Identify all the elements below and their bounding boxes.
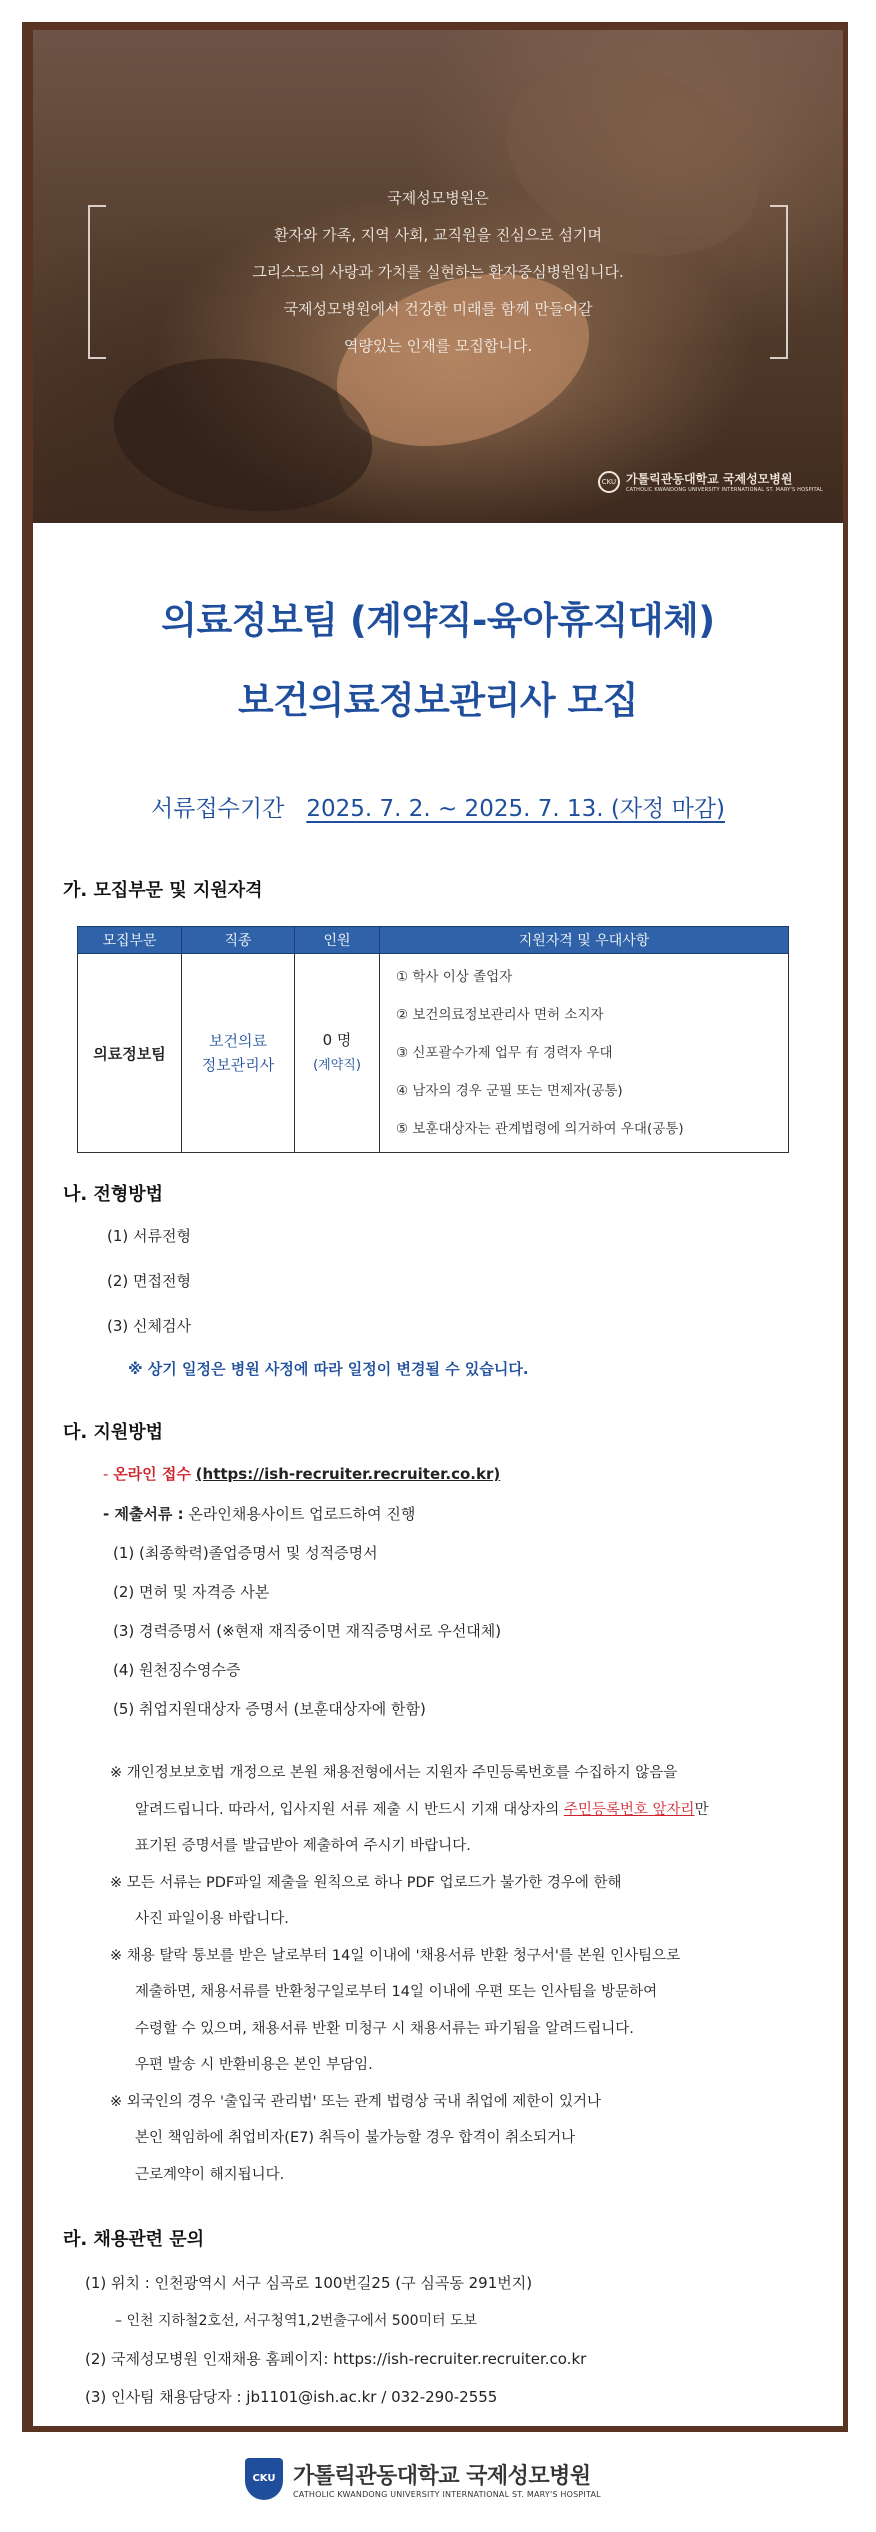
section-c-heading: 다. 지원방법 — [63, 1422, 164, 1443]
note-line: ※ 모든 서류는 PDF파일 제출을 원칙으로 하나 PDF 업로드가 불가한 경우에 한해 — [110, 1874, 622, 1891]
contact-homepage[interactable]: (2) 국제성모병원 인재채용 홈페이지: https://ish-recruiter.recruiter.co.kr — [85, 2350, 587, 2368]
note-line: ※ 채용 탈락 통보를 받은 날로부터 14일 이내에 '채용서류 반환 청구서'를 본원 인사팀으로 — [110, 1947, 681, 1964]
note-text: 알려드립니다. 따라서, 입사지원 서류 제출 시 반드시 기재 대상자의 — [135, 1801, 564, 1818]
recruit-table — [77, 926, 789, 1153]
qualification-item: ④ 남자의 경우 군필 또는 면제자(공통) — [396, 1083, 623, 1099]
document-item: (2) 면허 및 자격증 사본 — [113, 1583, 270, 1601]
contact-directions: – 인천 지하철2호선, 서구청역1,2번출구에서 500미터 도보 — [115, 2313, 478, 2329]
table-header: 모집부문 — [78, 927, 182, 954]
period-label: 서류접수기간 — [151, 796, 285, 822]
documents-line — [103, 1503, 415, 1524]
hospital-seal-icon: CKU — [245, 2458, 283, 2500]
hero-logo-name: 가톨릭관동대학교 국제성모병원 — [625, 472, 793, 486]
note-text: 만 — [694, 1801, 709, 1818]
footer-logo-eng: CATHOLIC KWANDONG UNIVERSITY INTERNATIONAL ST. MARY'S HOSPITAL — [293, 2490, 601, 2499]
qualification-cell — [380, 954, 789, 1153]
footer-hospital-logo — [245, 2458, 601, 2500]
hero-line: 국제성모병원에서 건강한 미래를 함께 만들어갈 — [283, 300, 593, 318]
note-line: ※ 외국인의 경우 '출입국 관리법' 또는 관계 법령상 국내 취업에 제한이 있거나 — [110, 2093, 602, 2110]
note-line: 표기된 증명서를 발급받아 제출하여 주시기 바랍니다. — [135, 1838, 471, 1854]
document-item: (1) (최종학력)졸업증명서 및 성적증명서 — [113, 1544, 378, 1562]
job-line: 보건의료 — [209, 1032, 267, 1050]
document-item: (5) 취업지원대상자 증명서 (보훈대상자에 한함) — [113, 1700, 426, 1718]
selection-step: (3) 신체검사 — [107, 1317, 191, 1335]
table-header-row — [78, 927, 789, 954]
table-row — [78, 954, 789, 1153]
application-period — [33, 790, 843, 823]
qualification-item: ① 학사 이상 졸업자 — [396, 969, 513, 985]
hero-hospital-logo — [598, 470, 823, 493]
online-label: 온라인 접수 — [113, 1465, 191, 1483]
application-notes — [110, 1755, 830, 2193]
note-line: 사진 파일이용 바랍니다. — [135, 1911, 289, 1927]
hero-message — [33, 180, 843, 365]
hero-line: 국제성모병원은 — [387, 189, 489, 207]
count-cell — [295, 954, 380, 1153]
hospital-seal-icon: CKU — [598, 471, 620, 493]
schedule-note: ※ 상기 일정은 병원 사정에 따라 일정이 변경될 수 있습니다. — [128, 1360, 529, 1378]
footer-logo-name: 가톨릭관동대학교 국제성모병원 — [293, 2464, 591, 2489]
table-header: 지원자격 및 우대사항 — [380, 927, 789, 954]
qualification-item: ② 보건의료정보관리사 면허 소지자 — [396, 1007, 604, 1023]
note-line: ※ 개인정보보호법 개정으로 본원 채용전형에서는 지원자 주민등록번호를 수집하지 않음을 — [110, 1765, 678, 1781]
documents-label: - 제출서류 : — [103, 1505, 184, 1523]
contact-person: (3) 인사팀 채용담당자 : jb1101@ish.ac.kr / 032-290-2555 — [85, 2388, 498, 2406]
count-value: 0 명 — [322, 1031, 352, 1049]
table-header: 직종 — [182, 927, 295, 954]
hero-banner — [33, 30, 843, 523]
selection-step: (2) 면접전형 — [107, 1272, 191, 1290]
dept-cell: 의료정보팀 — [78, 954, 182, 1153]
hero-line: 그리스도의 사랑과 가치를 실현하는 환자중심병원입니다. — [252, 263, 624, 281]
recruit-site-link[interactable]: (https://ish-recruiter.recruiter.co.kr) — [195, 1465, 501, 1483]
contact-location: (1) 위치 : 인천광역시 서구 심곡로 100번길25 (구 심곡동 291번지) — [85, 2274, 533, 2292]
note-line: 근로계약이 해지됩니다. — [135, 2166, 285, 2183]
note-line: 우편 발송 시 반환비용은 본인 부담임. — [135, 2057, 373, 2073]
note-line: 본인 책임하에 취업비자(E7) 취득이 불가능할 경우 합격이 취소되거나 — [135, 2130, 576, 2146]
page-title-line2: 보건의료정보관리사 모집 — [237, 679, 639, 722]
online-prefix: - — [103, 1465, 114, 1483]
online-apply-line — [103, 1463, 500, 1484]
hero-line: 역량있는 인재를 모집합니다. — [343, 337, 533, 355]
job-line: 정보관리사 — [201, 1056, 275, 1074]
document-item: (4) 원천징수영수증 — [113, 1661, 241, 1679]
count-note: (계약직) — [313, 1058, 361, 1073]
qualification-item: ③ 신포괄수가제 업무 有 경력자 우대 — [396, 1045, 613, 1061]
selection-step: (1) 서류전형 — [107, 1227, 191, 1245]
page-title-line1: 의료정보팀 (계약직-육아휴직대체) — [161, 599, 715, 642]
hero-logo-eng: CATHOLIC KWANDONG UNIVERSITY INTERNATIONAL ST. MARY'S HOSPITAL — [625, 487, 823, 493]
documents-desc: 온라인채용사이트 업로드하여 진행 — [188, 1505, 416, 1523]
period-date: 2025. 7. 2. ~ 2025. 7. 13. (자정 마감) — [306, 796, 725, 822]
section-d-heading: 라. 채용관련 문의 — [63, 2229, 205, 2250]
qualification-item: ⑤ 보훈대상자는 관계법령에 의거하여 우대(공통) — [396, 1121, 684, 1137]
section-a-heading: 가. 모집부문 및 지원자격 — [63, 880, 263, 901]
note-line — [110, 1792, 830, 1829]
job-cell — [182, 954, 295, 1153]
table-header: 인원 — [295, 927, 380, 954]
note-line: 제출하면, 채용서류를 반환청구일로부터 14일 이내에 우편 또는 인사팀을 방문하여 — [135, 1984, 658, 2000]
document-item: (3) 경력증명서 (※현재 재직중이면 재직증명서로 우선대체) — [113, 1622, 502, 1640]
section-b-heading: 나. 전형방법 — [63, 1184, 164, 1205]
note-line: 수령할 수 있으며, 채용서류 반환 미청구 시 채용서류는 파기됨을 알려드립니다. — [135, 2020, 634, 2037]
id-number-highlight: 주민등록번호 앞자리 — [563, 1801, 695, 1818]
hero-line: 환자와 가족, 지역 사회, 교직원을 진심으로 섬기며 — [274, 226, 602, 244]
